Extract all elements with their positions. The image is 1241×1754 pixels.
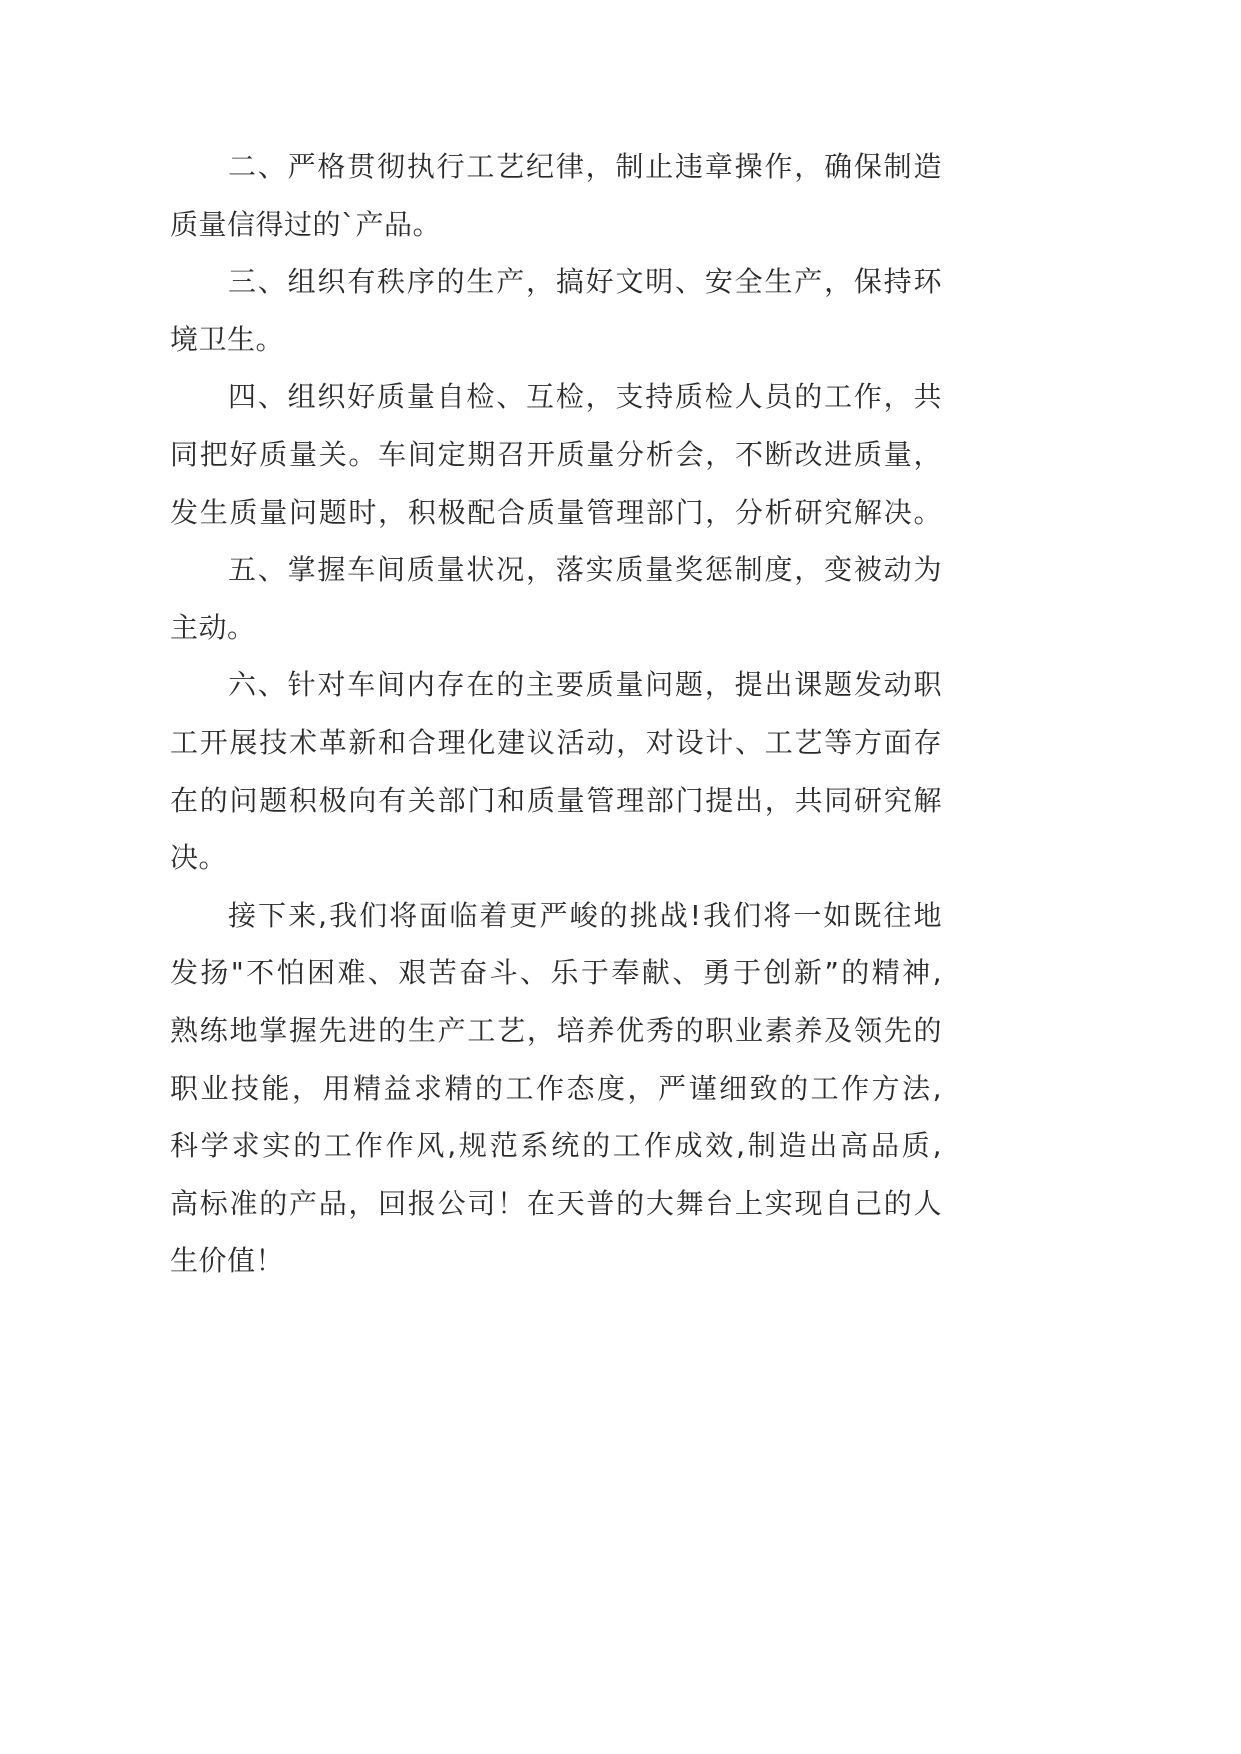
paragraph-line: 三、组织有秩序的生产，搞好文明、安全生产，保持环 xyxy=(228,265,942,299)
paragraph-5 xyxy=(170,541,942,656)
paragraph-4 xyxy=(170,368,942,541)
paragraph-line: 科学求实的工作作风,规范系统的工作成效,制造出高品质, xyxy=(170,1129,942,1163)
paragraph-closing xyxy=(170,887,942,1290)
paragraph-line: 五、掌握车间质量状况，落实质量奖惩制度，变被动为 xyxy=(228,553,942,587)
paragraph-line: 同把好质量关。车间定期召开质量分析会，不断改进质量， xyxy=(170,437,942,471)
paragraph-line: 生价值！ xyxy=(170,1244,285,1278)
document-body xyxy=(170,138,942,1290)
paragraph-2 xyxy=(170,138,942,253)
paragraph-line: 高标准的产品，回报公司！在天普的大舞台上实现自己的人 xyxy=(170,1186,942,1220)
paragraph-line: 熟练地掌握先进的生产工艺，培养优秀的职业素养及领先的 xyxy=(170,1013,942,1047)
paragraph-3 xyxy=(170,253,942,368)
paragraph-line: 发生质量问题时，积极配合质量管理部门，分析研究解决。 xyxy=(170,495,942,529)
paragraph-line: 主动。 xyxy=(170,610,256,644)
paragraph-line: 四、组织好质量自检、互检，支持质检人员的工作，共 xyxy=(228,380,942,414)
paragraph-line: 六、针对车间内存在的主要质量问题，提出课题发动职 xyxy=(228,668,942,702)
paragraph-6 xyxy=(170,656,942,886)
paragraph-line: 工开展技术革新和合理化建议活动，对设计、工艺等方面存 xyxy=(170,725,942,759)
paragraph-line: 职业技能，用精益求精的工作态度，严谨细致的工作方法, xyxy=(170,1071,942,1105)
paragraph-line: 在的问题积极向有关部门和质量管理部门提出，共同研究解 xyxy=(170,783,942,817)
paragraph-line: 接下来,我们将面临着更严峻的挑战!我们将一如既往地 xyxy=(228,898,942,932)
paragraph-line: 质量信得过的`产品。 xyxy=(170,207,442,241)
paragraph-line: 发扬"不怕困难、艰苦奋斗、乐于奉献、勇于创新”的精神, xyxy=(170,956,942,990)
paragraph-line: 二、严格贯彻执行工艺纪律，制止违章操作，确保制造 xyxy=(228,150,942,183)
paragraph-line: 境卫生。 xyxy=(170,322,285,356)
paragraph-line: 决。 xyxy=(170,841,228,875)
